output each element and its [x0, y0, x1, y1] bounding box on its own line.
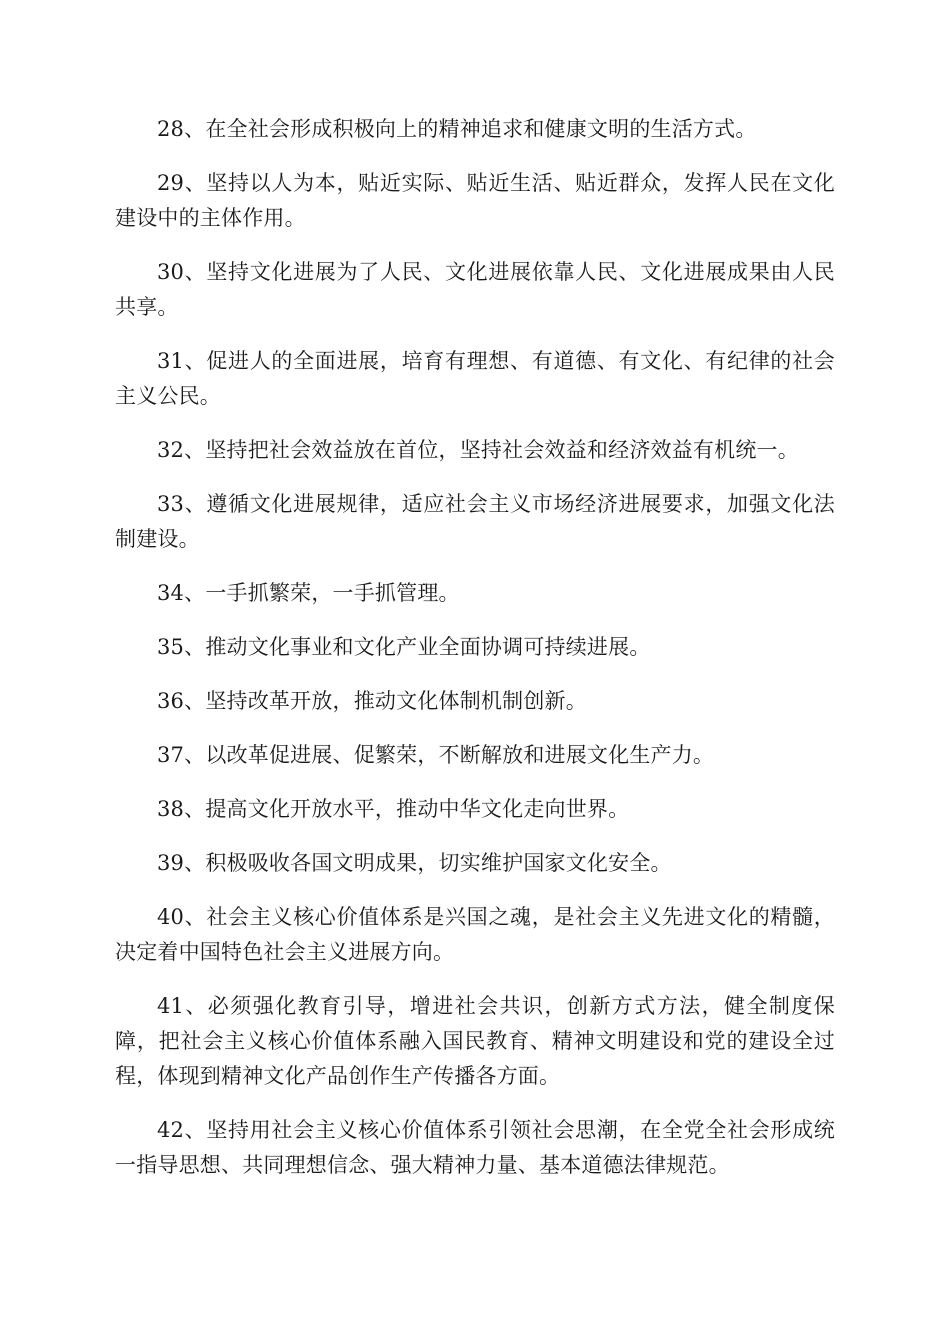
paragraph-30: 30、坚持文化进展为了人民、文化进展依靠人民、文化进展成果由人民共享。 — [115, 260, 835, 319]
paragraph-28: 28、在全社会形成积极向上的精神追求和健康文明的生活方式。 — [157, 117, 757, 141]
paragraph-41: 41、必须强化教育引导，增进社会共识，创新方式方法，健全制度保障，把社会主义核心价值体系融入国民教育、精神文明建设和党的建设全过程，体现到精神文化产品创作生产传播各方面。 — [115, 994, 835, 1088]
paragraph-37: 37、以改革促进展、促繁荣，不断解放和进展文化生产力。 — [157, 743, 715, 767]
paragraph-38: 38、提高文化开放水平，推动中华文化走向世界。 — [157, 797, 630, 821]
paragraph-32: 32、坚持把社会效益放在首位，坚持社会效益和经济效益有机统一。 — [157, 438, 799, 462]
paragraph-31: 31、促进人的全面进展，培育有理想、有道德、有文化、有纪律的社会主义公民。 — [115, 349, 835, 408]
document-body — [115, 112, 835, 1202]
paragraph-33: 33、遵循文化进展规律，适应社会主义市场经济进展要求，加强文化法制建设。 — [115, 492, 835, 551]
paragraph-36: 36、坚持改革开放，推动文化体制机制创新。 — [157, 689, 587, 713]
paragraph-42: 42、坚持用社会主义核心价值体系引领社会思潮，在全党全社会形成统一指导思想、共同理想信念、强大精神力量、基本道德法律规范。 — [115, 1118, 835, 1177]
paragraph-39: 39、积极吸收各国文明成果，切实维护国家文化安全。 — [157, 851, 672, 875]
paragraph-35: 35、推动文化事业和文化产业全面协调可持续进展。 — [157, 635, 651, 659]
paragraph-29: 29、坚持以人为本，贴近实际、贴近生活、贴近群众，发挥人民在文化建设中的主体作用。 — [115, 171, 835, 230]
paragraph-40: 40、社会主义核心价值体系是兴国之魂，是社会主义先进文化的精髓，决定着中国特色社会主义进展方向。 — [115, 905, 835, 964]
paragraph-34: 34、一手抓繁荣，一手抓管理。 — [157, 581, 460, 605]
